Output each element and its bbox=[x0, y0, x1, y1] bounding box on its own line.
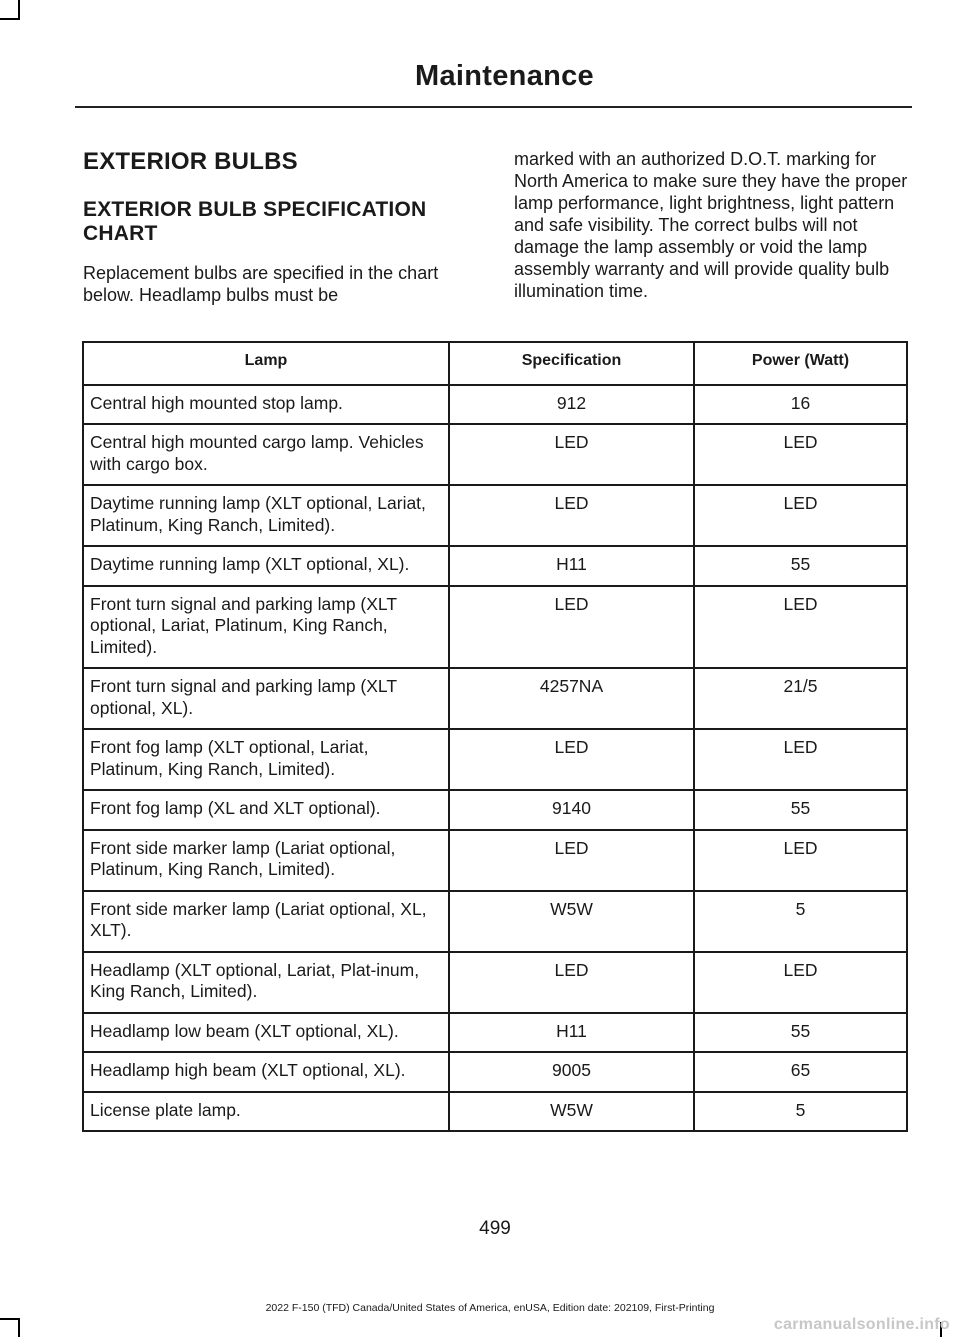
table-header-row bbox=[83, 342, 907, 385]
specification-cell: 912 bbox=[449, 385, 694, 425]
table-row bbox=[83, 1092, 907, 1132]
table-row bbox=[83, 586, 907, 669]
lamp-cell: Front turn signal and parking lamp (XLT optional, XL). bbox=[83, 668, 449, 729]
power-cell: LED bbox=[694, 485, 907, 546]
power-cell: 5 bbox=[694, 891, 907, 952]
intro-paragraph-continued: marked with an authorized D.O.T. marking for North America to make sure they have the proper lamp performance, light brightness, light pattern and safe visibility. The correct bulbs will not damage the lamp assembly or void the lamp assembly warranty and will provide quality bulb illumination time. bbox=[514, 149, 908, 301]
specification-cell: W5W bbox=[449, 891, 694, 952]
column-header-power: Power (Watt) bbox=[694, 342, 907, 385]
lamp-cell: Central high mounted stop lamp. bbox=[83, 385, 449, 425]
power-cell: LED bbox=[694, 830, 907, 891]
lamp-cell: Front fog lamp (XL and XLT optional). bbox=[83, 790, 449, 830]
table-row bbox=[83, 790, 907, 830]
lamp-cell: Front side marker lamp (Lariat optional, XL, XLT). bbox=[83, 891, 449, 952]
crop-mark-bottom-left bbox=[18, 1318, 20, 1337]
table-row bbox=[83, 485, 907, 546]
specification-cell: LED bbox=[449, 424, 694, 485]
specification-cell: 9005 bbox=[449, 1052, 694, 1092]
section-heading: EXTERIOR BULBS bbox=[83, 148, 298, 175]
power-cell: LED bbox=[694, 586, 907, 669]
table-row bbox=[83, 1013, 907, 1053]
lamp-cell: License plate lamp. bbox=[83, 1092, 449, 1132]
table-row bbox=[83, 729, 907, 790]
lamp-cell: Front fog lamp (XLT optional, Lariat, Platinum, King Ranch, Limited). bbox=[83, 729, 449, 790]
table-row bbox=[83, 668, 907, 729]
specification-cell: W5W bbox=[449, 1092, 694, 1132]
header-rule bbox=[75, 106, 912, 108]
lamp-cell: Daytime running lamp (XLT optional, Lariat, Platinum, King Ranch, Limited). bbox=[83, 485, 449, 546]
specification-cell: H11 bbox=[449, 1013, 694, 1053]
specification-cell: 4257NA bbox=[449, 668, 694, 729]
page-header-title: Maintenance bbox=[415, 60, 594, 92]
specification-cell: LED bbox=[449, 952, 694, 1013]
table-row bbox=[83, 952, 907, 1013]
power-cell: 65 bbox=[694, 1052, 907, 1092]
power-cell: LED bbox=[694, 952, 907, 1013]
specification-cell: LED bbox=[449, 729, 694, 790]
right-column bbox=[514, 148, 910, 302]
lamp-cell: Front side marker lamp (Lariat optional, Platinum, King Ranch, Limited). bbox=[83, 830, 449, 891]
power-cell: LED bbox=[694, 424, 907, 485]
lamp-cell: Headlamp low beam (XLT optional, XL). bbox=[83, 1013, 449, 1053]
column-header-lamp: Lamp bbox=[83, 342, 449, 385]
watermark: carmanualsonline.info bbox=[773, 1316, 950, 1333]
power-cell: LED bbox=[694, 729, 907, 790]
bulb-specification-table bbox=[82, 341, 908, 1132]
lamp-cell: Central high mounted cargo lamp. Vehicles with cargo box. bbox=[83, 424, 449, 485]
specification-cell: 9140 bbox=[449, 790, 694, 830]
power-cell: 55 bbox=[694, 790, 907, 830]
edition-footer: 2022 F-150 (TFD) Canada/United States of America, enUSA, Edition date: 202109, First-Printing bbox=[265, 1302, 715, 1314]
table-row bbox=[83, 830, 907, 891]
lamp-cell: Daytime running lamp (XLT optional, XL). bbox=[83, 546, 449, 586]
section-subheading: EXTERIOR BULB SPECIFICATION CHART bbox=[83, 198, 427, 245]
table-row bbox=[83, 891, 907, 952]
power-cell: 5 bbox=[694, 1092, 907, 1132]
table-row bbox=[83, 424, 907, 485]
lamp-cell: Headlamp (XLT optional, Lariat, Plat-inum, King Ranch, Limited). bbox=[83, 952, 449, 1013]
table-row bbox=[83, 385, 907, 425]
lamp-cell: Front turn signal and parking lamp (XLT optional, Lariat, Platinum, King Ranch, Limited). bbox=[83, 586, 449, 669]
intro-paragraph: Replacement bulbs are specified in the chart below. Headlamp bulbs must be bbox=[83, 263, 439, 305]
specification-cell: LED bbox=[449, 830, 694, 891]
left-column bbox=[83, 148, 483, 306]
lamp-cell: Headlamp high beam (XLT optional, XL). bbox=[83, 1052, 449, 1092]
page-number: 499 bbox=[479, 1218, 511, 1239]
column-header-specification: Specification bbox=[449, 342, 694, 385]
table-row bbox=[83, 546, 907, 586]
specification-cell: H11 bbox=[449, 546, 694, 586]
power-cell: 21/5 bbox=[694, 668, 907, 729]
power-cell: 55 bbox=[694, 1013, 907, 1053]
crop-mark-bottom-left-h bbox=[0, 1318, 20, 1320]
power-cell: 16 bbox=[694, 385, 907, 425]
power-cell: 55 bbox=[694, 546, 907, 586]
table-row bbox=[83, 1052, 907, 1092]
specification-cell: LED bbox=[449, 586, 694, 669]
crop-mark-top-left-h bbox=[0, 18, 20, 20]
specification-cell: LED bbox=[449, 485, 694, 546]
crop-mark-top-left bbox=[18, 0, 20, 18]
